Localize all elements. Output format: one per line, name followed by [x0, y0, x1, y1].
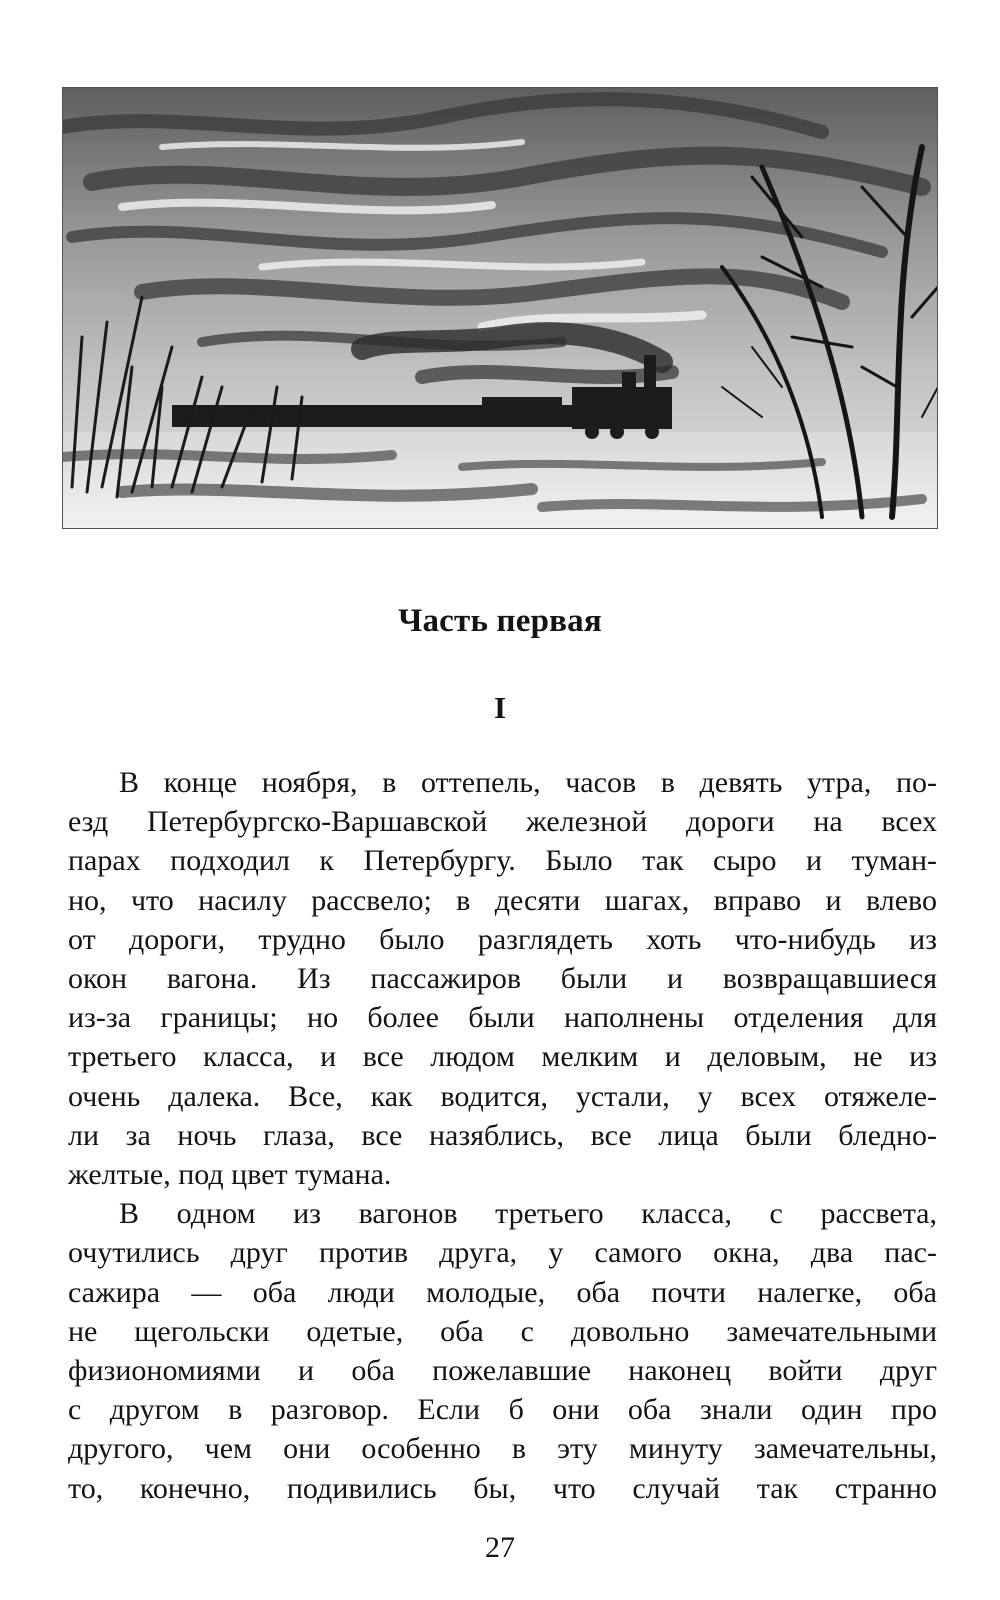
text-line: то, конечно, подивились бы, что случай так странно: [68, 1471, 937, 1505]
text-line: с другом в разговор. Если б они оба знали один про: [68, 1393, 937, 1427]
text-line: физиономиями и оба пожелавшие наконец войти друг: [68, 1354, 937, 1388]
text-line: окон вагона. Из пассажиров были и возвращавшиеся: [68, 962, 937, 996]
text-line: парах подходил к Петербургу. Было так сыро и туман-: [68, 844, 937, 878]
text-line: очутились друг против друга, у самого окна, два пас-: [68, 1236, 937, 1270]
landscape-image: [62, 87, 938, 529]
text-line: В одном из вагонов третьего класса, с рассвета,: [119, 1197, 937, 1231]
paragraph-2: [68, 1194, 937, 1508]
text-line: В конце ноября, в оттепель, часов в девять утра, по-: [119, 766, 937, 799]
text-line: не щегольски одетые, оба с довольно замечательными: [68, 1314, 937, 1348]
illustration-winter-train: [62, 87, 938, 529]
paragraph-1: [68, 763, 937, 1194]
text-line: третьего класса, и все людом мелким и деловым, не из: [68, 1040, 937, 1074]
part-title: Часть первая: [398, 603, 602, 639]
text-line: от дороги, трудно было разглядеть хоть что-нибудь из: [68, 922, 937, 956]
text-line: езд Петербургско-Варшавской железной дороги на всех: [68, 805, 937, 839]
text-line: очень далека. Все, как водится, устали, у всех отяжеле-: [68, 1079, 937, 1113]
text-line: ли за ночь глаза, все назяблись, все лица были бледно-: [68, 1118, 937, 1152]
text-line: желтые, под цвет тумана.: [68, 1158, 392, 1192]
chapter-number: I: [493, 690, 507, 725]
text-line: но, что насилу рассвело; в десяти шагах, вправо и влево: [68, 883, 937, 917]
text-line: сажира — оба люди молодые, оба почти налегке, оба: [68, 1275, 937, 1309]
text-line: из-за границы; но более были наполнены отделения для: [68, 1001, 937, 1035]
text-line: другого, чем они особенно в эту минуту замечательны,: [68, 1432, 937, 1466]
body-text: [68, 763, 937, 1508]
page-number: 27: [485, 1531, 515, 1564]
